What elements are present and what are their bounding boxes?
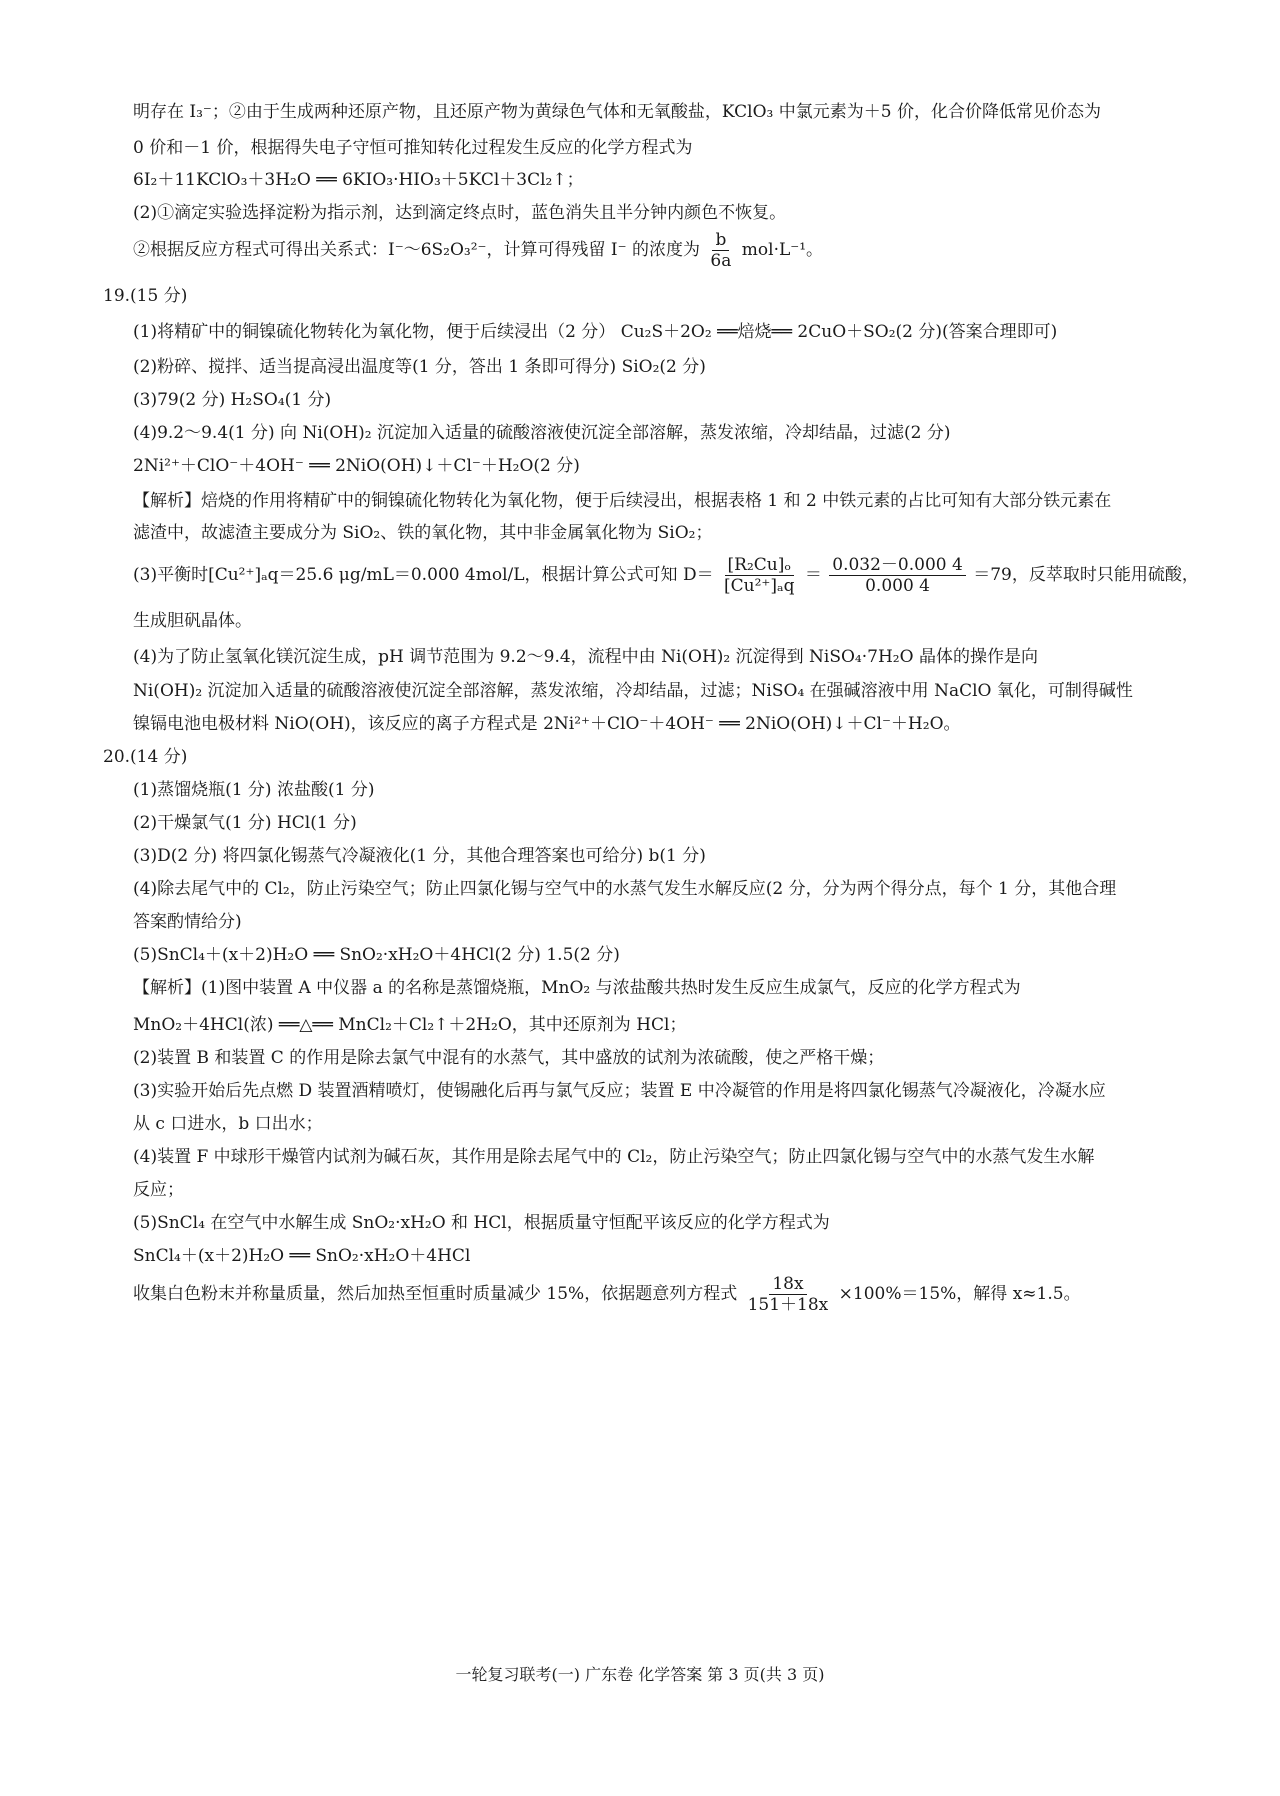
fraction-numerator: [R₂Cu]ₒ [725, 555, 794, 576]
text-line: (5)SnCl₄ 在空气中水解生成 SnO₂·xH₂O 和 HCl，根据质量守恒配平该反应的化学方程式为 [133, 1213, 830, 1233]
equation-line: (5)SnCl₄＋(x＋2)H₂O ══ SnO₂·xH₂O＋4HCl(2 分) 1.5(2 分) [133, 945, 620, 965]
text-line: 【解析】焙烧的作用将精矿中的铜镍硫化物转化为氧化物，便于后续浸出，根据表格 1 和 2 中铁元素的占比可知有大部分铁元素在 [133, 491, 1112, 511]
text-line: (4)为了防止氢氧化镁沉淀生成，pH 调节范围为 9.2～9.4，流程中由 Ni(OH)₂ 沉淀得到 NiSO₄·7H₂O 晶体的操作是向 [133, 647, 1038, 667]
text-line: (3)79(2 分) H₂SO₄(1 分) [133, 390, 332, 410]
fraction [745, 1274, 832, 1315]
fraction-denominator: 0.000 4 [865, 576, 930, 596]
text-line: (3)D(2 分) 将四氯化锡蒸气冷凝液化(1 分，其他合理答案也可给分) b(1 分) [133, 846, 706, 866]
fraction [721, 555, 797, 596]
equation-line: 6I₂＋11KClO₃＋3H₂O ══ 6KIO₃·HIO₃＋5KCl＋3Cl₂↑； [133, 170, 584, 190]
text-line: (1)将精矿中的铜镍硫化物转化为氧化物，便于后续浸出（2 分） Cu₂S＋2O₂ ══焙烧══ 2CuO＋SO₂(2 分)(答案合理即可) [133, 322, 1058, 342]
text-line: (2)装置 B 和装置 C 的作用是除去氯气中混有的水蒸气，其中盛放的试剂为浓硫酸，使之严格干燥； [133, 1048, 885, 1068]
text-line: (4)除去尾气中的 Cl₂，防止污染空气；防止四氯化锡与空气中的水蒸气发生水解反应(2 分，分为两个得分点，每个 1 分，其他合理 [133, 879, 1117, 899]
text-line: (2)①滴定实验选择淀粉为指示剂，达到滴定终点时，蓝色消失且半分钟内颜色不恢复。 [133, 203, 787, 223]
equation-line: MnO₂＋4HCl(浓) ══△══ MnCl₂＋Cl₂↑＋2H₂O，其中还原剂为 HCl； [133, 1015, 687, 1035]
text-line: (2)粉碎、搅拌、适当提高浸出温度等(1 分，答出 1 条即可得分) SiO₂(2 分) [133, 357, 706, 377]
text-line-with-fraction [133, 226, 823, 274]
text-line: 滤渣中，故滤渣主要成分为 SiO₂、铁的氧化物，其中非金属氧化物为 SiO₂； [133, 523, 713, 543]
text-line: (4)装置 F 中球形干燥管内试剂为碱石灰，其作用是除去尾气中的 Cl₂，防止污染空气；防止四氯化锡与空气中的水蒸气发生水解 [133, 1147, 1095, 1167]
text-line-with-fraction [133, 1270, 1081, 1318]
text-line: 镍镉电池电极材料 NiO(OH)，该反应的离子方程式是 2Ni²⁺＋ClO⁻＋4OH⁻ ══ 2NiO(OH)↓＋Cl⁻＋H₂O。 [133, 714, 961, 734]
equation-line: 2Ni²⁺＋ClO⁻＋4OH⁻ ══ 2NiO(OH)↓＋Cl⁻＋H₂O(2 分) [133, 456, 580, 476]
text-line: 从 c 口进水，b 口出水； [133, 1114, 323, 1134]
text-line-with-fraction [133, 551, 1199, 599]
fraction-numerator: 18x [769, 1274, 806, 1295]
question-number: 19.(15 分) [103, 286, 188, 306]
text-part: mol·L⁻¹。 [741, 240, 824, 260]
question-number: 20.(14 分) [103, 747, 188, 767]
equation-line: SnCl₄＋(x＋2)H₂O ══ SnO₂·xH₂O＋4HCl [133, 1246, 471, 1266]
text-line: (4)9.2～9.4(1 分) 向 Ni(OH)₂ 沉淀加入适量的硫酸溶液使沉淀全部溶解，蒸发浓缩，冷却结晶，过滤(2 分) [133, 423, 951, 443]
fraction [829, 555, 966, 596]
text-line: 明存在 I₃⁻；②由于生成两种还原产物，且还原产物为黄绿色气体和无氧酸盐，KClO₃ 中氯元素为＋5 价，化合价降低常见价态为 [133, 102, 1101, 122]
fraction-denominator: 6a [710, 251, 732, 271]
text-part: ＝79，反萃取时只能用硫酸， [973, 565, 1199, 585]
fraction-numerator: b [712, 230, 729, 251]
text-part: 收集白色粉末并称量质量，然后加热至恒重时质量减少 15%，依据题意列方程式 [133, 1284, 738, 1304]
text-part: ②根据反应方程式可得出关系式：I⁻～6S₂O₃²⁻，计算可得残留 I⁻ 的浓度为 [133, 240, 701, 260]
text-line: (1)蒸馏烧瓶(1 分) 浓盐酸(1 分) [133, 780, 375, 800]
text-line: (2)干燥氯气(1 分) HCl(1 分) [133, 813, 357, 833]
text-line: 反应； [133, 1180, 184, 1200]
fraction [707, 230, 734, 271]
text-line: 【解析】(1)图中装置 A 中仪器 a 的名称是蒸馏烧瓶，MnO₂ 与浓盐酸共热时发生反应生成氯气，反应的化学方程式为 [133, 978, 1021, 998]
fraction-denominator: 151＋18x [747, 1295, 829, 1315]
fraction-numerator: 0.032－0.000 4 [829, 555, 966, 576]
text-line: (3)实验开始后先点燃 D 装置酒精喷灯，使锡融化后再与氯气反应；装置 E 中冷凝管的作用是将四氯化锡蒸气冷凝液化，冷凝水应 [133, 1081, 1106, 1101]
text-part: (3)平衡时[Cu²⁺]ₐq＝25.6 μg/mL＝0.000 4mol/L，根据计算公式可知 D＝ [133, 565, 714, 585]
text-line: 生成胆矾晶体。 [133, 611, 252, 631]
text-line: Ni(OH)₂ 沉淀加入适量的硫酸溶液使沉淀全部溶解，蒸发浓缩，冷却结晶，过滤；NiSO₄ 在强碱溶液中用 NaClO 氧化，可制得碱性 [133, 681, 1133, 701]
fraction-denominator: [Cu²⁺]ₐq [724, 576, 795, 596]
text-line: 答案酌情给分) [133, 912, 242, 932]
page-footer: 一轮复习联考(一) 广东卷 化学答案 第 3 页(共 3 页) [455, 1665, 825, 1684]
text-line: 0 价和－1 价，根据得失电子守恒可推知转化过程发生反应的化学方程式为 [133, 138, 693, 158]
text-part: ＝ [804, 565, 822, 585]
text-part: ×100%＝15%，解得 x≈1.5。 [838, 1284, 1081, 1304]
